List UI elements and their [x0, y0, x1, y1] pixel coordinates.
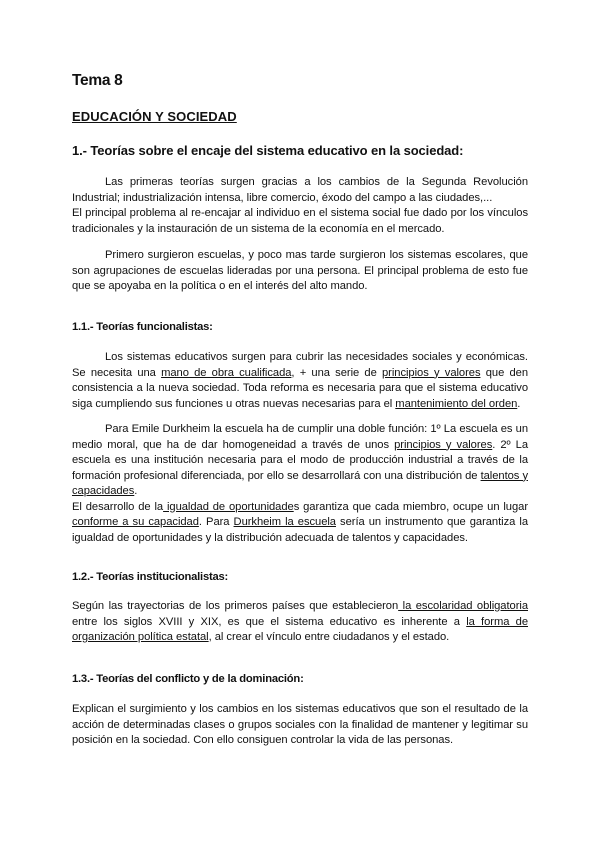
- subsection-1-1-paragraph-2: Para Emile Durkheim la escuela ha de cumplir una doble función: 1º La escuela es un medio moral, que ha de dar homogeneidad a través de unos principios y valores. 2º La escuela es una institución necesaria para el modo de producción industrial a través de la formación profesional diferenciada, por ello se desarrollará con una distribución de talentos y capacidades.: [72, 423, 528, 497]
- subsection-1-1-paragraph-1: Los sistemas educativos surgen para cubrir las necesidades sociales y económicas. Se necesita una mano de obra cualificada, + una serie de principios y valores que den consistencia a la nueva sociedad. Toda reforma es necesaria para que el sistema educativo siga cumpliendo sus funciones u otras nuevas necesarias para el mantenimiento del orden.: [72, 351, 528, 410]
- section-1-heading: 1.- Teorías sobre el encaje del sistema educativo en la sociedad:: [72, 143, 464, 158]
- document-title: EDUCACIÓN Y SOCIEDAD: [72, 109, 237, 124]
- section-1-intro: [72, 175, 528, 237]
- tema-heading: Tema 8: [72, 72, 123, 89]
- section-1-paragraph-2: Primero surgieron escuelas, y poco mas tarde surgieron los sistemas escolares, que son agrupaciones de escuelas lideradas por una persona. El principal problema de esto fue que se apoyaba en la política o en el interés del alto mando.: [72, 249, 528, 292]
- subsection-1-2-paragraph-1: Según las trayectorias de los primeros países que establecieron la escolaridad obligatoria entre los siglos XVIII y XIX, es que el sistema educativo es inherente a la forma de organización política estatal, al crear el vínculo entre ciudadanos y el estado.: [72, 600, 528, 643]
- subsection-1-1-heading: 1.1.- Teorías funcionalistas:: [72, 321, 213, 333]
- subsection-1-3-heading: 1.3.- Teorías del conflicto y de la dominación:: [72, 673, 304, 685]
- section-1-paragraph-1: Las primeras teorías surgen gracias a los cambios de la Segunda Revolución Industrial; industrialización intensa, libre comercio, éxodo del campo a las ciudades,...: [72, 176, 528, 204]
- section-1-paragraph-1b: El principal problema al re-encajar al individuo en el sistema social fue dado por los vínculos tradicionales y la instauración de un sistema de la economía en el mercado.: [72, 207, 528, 235]
- subsection-1-3-paragraph-1: Explican el surgimiento y los cambios en los sistemas educativos que son el resultado de la acción de determinadas clases o grupos sociales con la finalidad de mantener y legitimar su posición en la sociedad. Con ello consiguen controlar la vida de las personas.: [72, 703, 528, 746]
- subsection-1-1-paragraph-3: El desarrollo de la igualdad de oportunidades garantiza que cada miembro, ocupe un lugar conforme a su capacidad. Para Durkheim la escuela sería un instrumento que garantiza la igualdad de oportunidades y la distribución adecuada de talentos y capacidades.: [72, 500, 529, 544]
- subsection-1-2-heading: 1.2.- Teorías institucionalistas:: [72, 571, 229, 583]
- subsection-1-1-block-2: [72, 422, 528, 546]
